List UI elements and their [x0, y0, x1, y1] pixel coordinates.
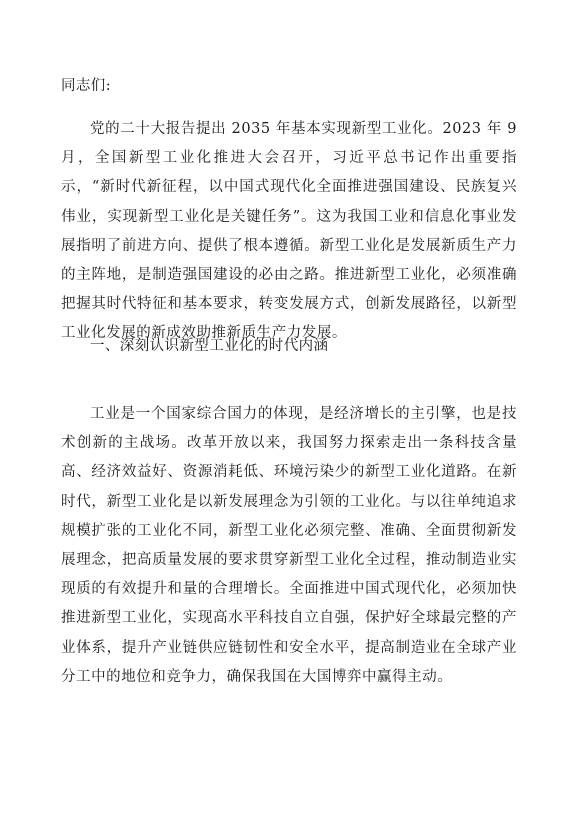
section-heading: 一、深刻认识新型工业化的时代内涵	[90, 338, 329, 354]
salutation: 同志们:	[61, 78, 111, 94]
paragraph-intro: 党的二十大报告提出 2035 年基本实现新型工业化。2023 年 9 月，全国新型工业化推进大会召开，习近平总书记作出重要指示，“新时代新征程，以中国式现代化全面推进强国建设、民族复兴伟业，实现新型工业化是关键任务”。这为我国工业和信息化事业发展指明了前进方向、提供了根本遵循。新型工业化是发展新质生产力的主阵地，是制造强国建设的必由之路。推进新型工业化，必须准确把握其时代特征和基本要求，转变发展方式，创新发展路径，以新型工业化发展的新成效助推新质生产力发展。	[61, 121, 517, 342]
paragraph-section-1: 工业是一个国家综合国力的体现，是经济增长的主引擎，也是技术创新的主战场。改革开放以来，我国努力探索走出一条科技含量高、经济效益好、资源消耗低、环境污染少的新型工业化道路。在新时代，新型工业化是以新发展理念为引领的工业化。与以往单纯追求规模扩张的工业化不同，新型工业化必须完整、准确、全面贯彻新发展理念，把高质量发展的要求贯穿新型工业化全过程，推动制造业实现质的有效提升和量的合理增长。全面推进中国式现代化，必须加快推进新型工业化，实现高水平科技自立自强，保护好全球最完整的产业体系，提升产业链供应链韧性和安全水平，提高制造业在全球产业分工中的地位和竞争力，确保我国在大国博弈中赢得主动。	[61, 406, 517, 685]
